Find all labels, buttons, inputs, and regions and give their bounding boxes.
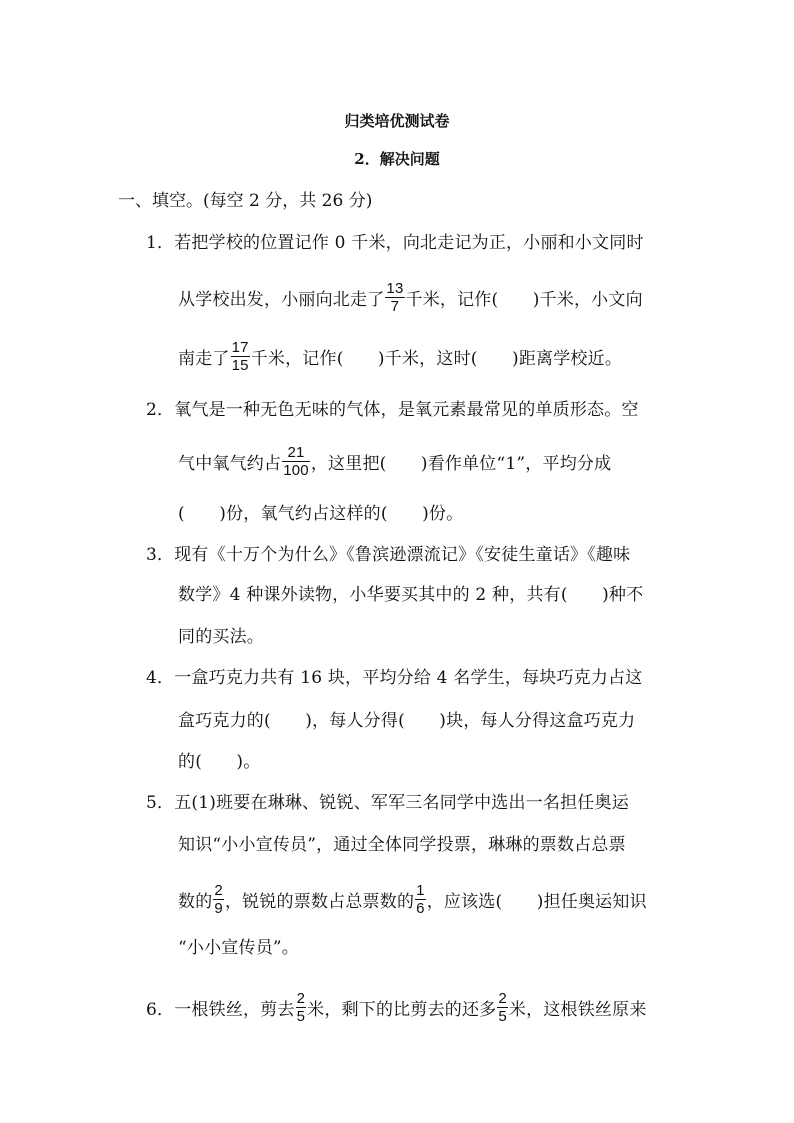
q1-line2: [178, 280, 643, 318]
fraction-numerator: 2: [214, 882, 223, 899]
q2-line1: 2．氧气是一种无色无味的气体，是氧元素最常见的单质形态。空: [146, 400, 639, 420]
q1-text: 从学校出发，小丽向北走了: [178, 290, 385, 310]
q5-text: ，应该选( )担任奥运知识: [426, 892, 647, 912]
page-subtitle: 2．解决问题: [354, 150, 440, 168]
q5-line4: “小小宣传员”。: [178, 938, 299, 958]
q3-line3: 同的买法。: [178, 627, 264, 647]
q5-line1: 5．五(1)班要在琳琳、锐锐、军军三名同学中选出一名担任奥运: [146, 793, 629, 813]
fraction-denominator: 5: [296, 1008, 306, 1025]
q2-line2: [178, 444, 612, 482]
q6-text: 米，剩下的比剪去的还多: [307, 1000, 497, 1020]
fraction-numerator: 2: [296, 990, 306, 1007]
page-title: 归类培优测试卷: [344, 112, 450, 130]
fraction-denominator: 7: [390, 298, 400, 315]
q5-line2: 知识“小小宣传员”，通过全体同学投票，琳琳的票数占总票: [178, 835, 626, 855]
q1-line3: [178, 339, 623, 377]
q2-text: 气中氧气约占: [178, 454, 282, 474]
q4-line2: 盒巧克力的( )，每人分得( )块，每人分得这盒巧克力: [178, 711, 636, 731]
fraction: [282, 444, 310, 479]
fraction-numerator: 2: [498, 990, 507, 1007]
q3-line1: 3．现有《十万个为什么》《鲁滨逊漂流记》《安徒生童话》《趣味: [146, 545, 631, 565]
q6-text: 6．一根铁丝，剪去: [146, 1000, 295, 1020]
fraction-denominator: 9: [214, 900, 223, 917]
q3-line2: 数学》4 种课外读物，小华要买其中的 2 种，共有( )种不: [178, 585, 644, 605]
q5-text: ，锐锐的票数占总票数的: [224, 892, 415, 912]
q1-text: 千米，记作( )千米，小文向: [405, 290, 643, 310]
q6-line1: [146, 990, 647, 1028]
fraction-numerator: 17: [231, 339, 249, 356]
fraction: [296, 990, 307, 1025]
q1-text: 南走了: [178, 349, 230, 369]
fraction-numerator: 21: [282, 444, 310, 462]
q4-line3: 的( )。: [178, 752, 261, 772]
fraction: [497, 990, 508, 1025]
fraction-denominator: 6: [416, 900, 425, 917]
fraction-numerator: 13: [386, 280, 404, 297]
fraction: [385, 280, 404, 315]
q6-text: 米，这根铁丝原来: [508, 1000, 647, 1020]
q1-text: 千米，记作( )千米，这时( )距离学校近。: [250, 349, 623, 369]
fraction-denominator: 15: [231, 357, 249, 374]
fraction: [415, 882, 426, 917]
fraction: [213, 882, 224, 917]
q2-text: ，这里把( )看作单位“1”，平均分成: [310, 454, 612, 474]
q5-text: 数的: [178, 892, 213, 912]
fraction-denominator: 5: [498, 1008, 507, 1025]
fraction-denominator: 100: [283, 462, 309, 479]
q1-line1: 1．若把学校的位置记作 0 千米，向北走记为正，小丽和小文同时: [146, 233, 644, 253]
q5-line3: [178, 882, 647, 920]
fraction-numerator: 1: [416, 882, 425, 899]
q2-line3: ( )份，氧气约占这样的( )份。: [178, 504, 464, 524]
q4-line1: 4．一盒巧克力共有 16 块，平均分给 4 名学生，每块巧克力占这: [146, 668, 643, 688]
fraction: [231, 339, 250, 374]
section-heading: 一、填空。(每空 2 分，共 26 分): [118, 191, 373, 211]
